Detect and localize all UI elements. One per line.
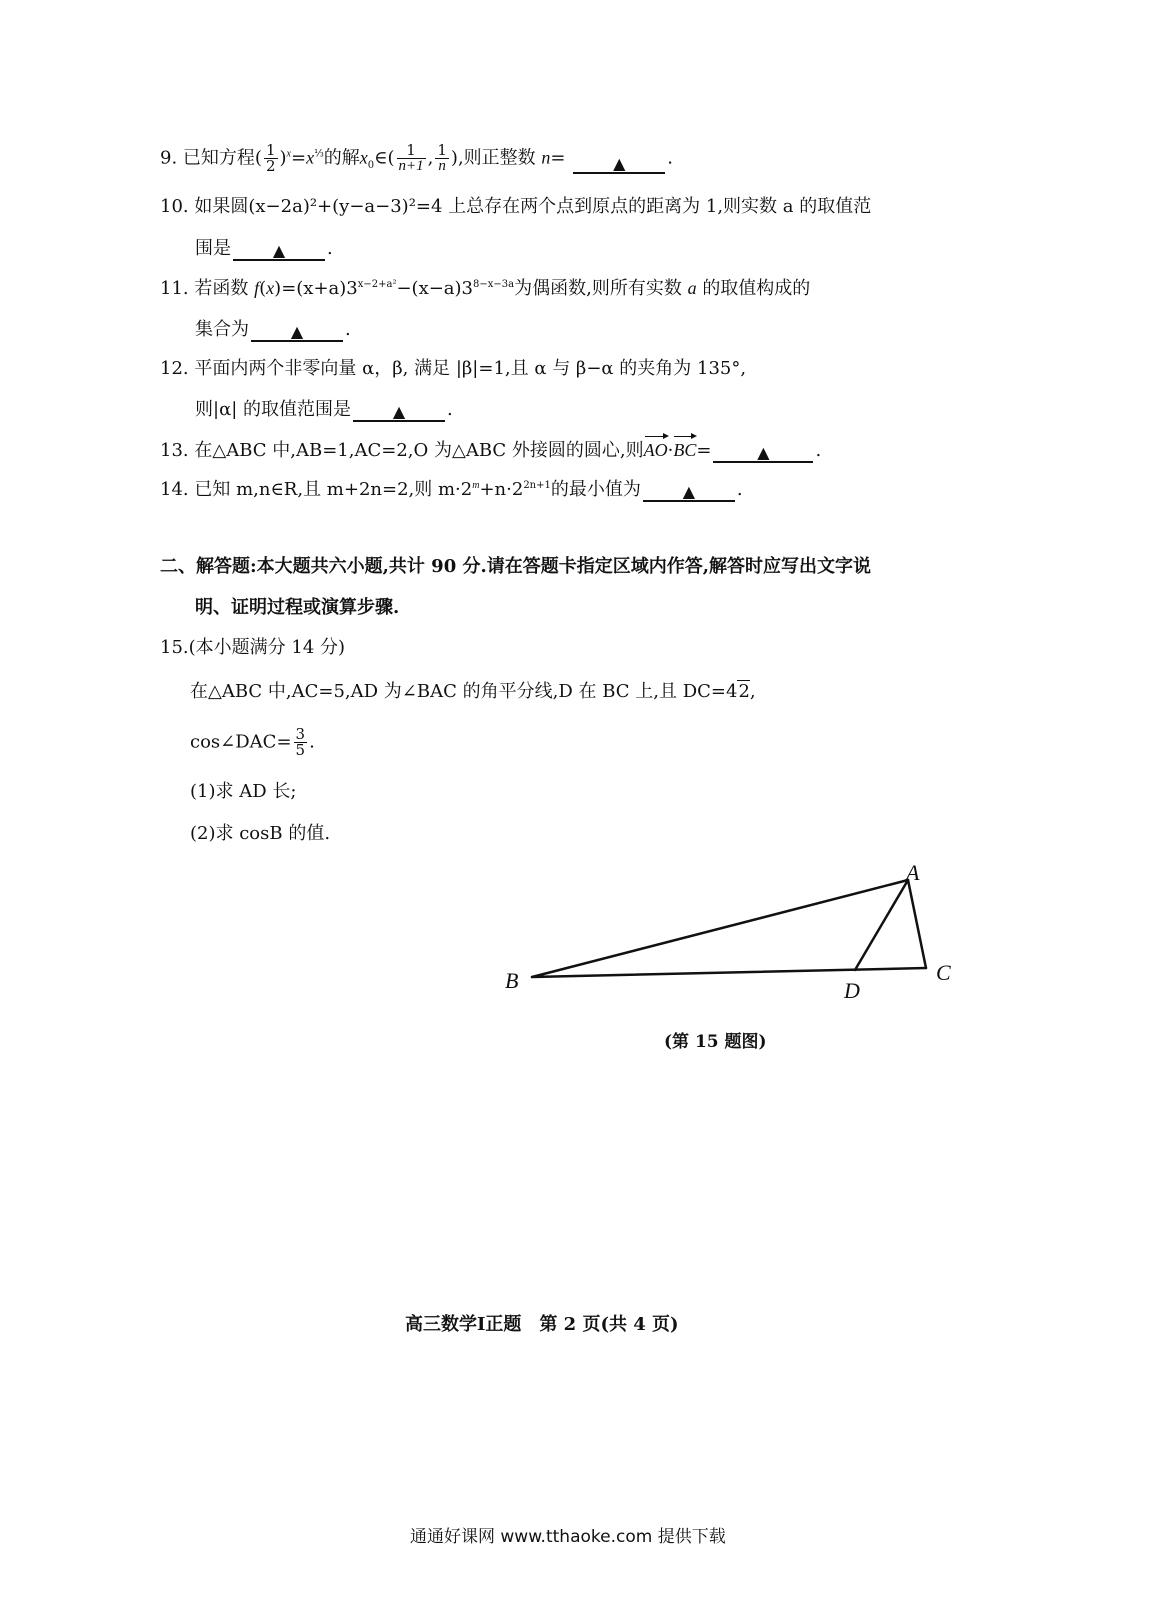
question-number: 10. (160, 196, 189, 217)
question-11-cont: 集合为 ▲ . (195, 319, 351, 341)
source-watermark: 通通好课网 www.tthaoke.com 提供下载 (410, 1527, 726, 1547)
question-13: 13. 在△ABC 中,AB=1,AC=2,O 为△ABC 外接圆的圆心,则AO·BC= ▲ . (160, 440, 822, 462)
question-number: 11. (160, 278, 189, 299)
segment-BA (532, 880, 908, 977)
segment-BC (532, 968, 926, 977)
fraction: $\frac{3}{5}$ (295, 725, 306, 759)
vector-AO: AO (643, 440, 668, 460)
vertex-label-C: C (936, 960, 951, 985)
question-15-cos: cos∠DAC= $\frac{3}{5}$ . (190, 725, 315, 759)
vertex-label-D: D (844, 978, 860, 1003)
section-heading-cont: 明、证明过程或演算步骤. (195, 597, 400, 618)
triangle-icon: ▲ (290, 322, 304, 341)
triangle-icon: ▲ (613, 154, 626, 173)
triangle-icon: ▲ (682, 482, 696, 501)
question-12-cont: 则|α| 的取值范围是 ▲ . (195, 399, 453, 421)
vector-BC: BC (673, 440, 697, 460)
figure-caption: (第 15 题图) (664, 1032, 767, 1052)
question-15-part-1: (1)求 AD 长; (190, 781, 297, 802)
question-number: 14. (160, 479, 189, 500)
triangle-icon: ▲ (392, 402, 406, 421)
question-9: 9. 已知方程( $\frac{1}{2}$ )$^x=x^{\frac{1}{3}}$的解$x_0\in$( $\frac{1}{n+1}$ , $\frac{1}{n}$ ),则正整数 n= ▲ . (160, 141, 673, 175)
question-number: 12. (160, 358, 189, 379)
section-heading: 二、解答题:本大题共六小题,共计 90 分.请在答题卡指定区域内作答,解答时应写出文字说 (160, 556, 872, 577)
sqrt: 2 (738, 681, 750, 702)
question-11: 11. 若函数 $f(x)=(x+a)3^{x-2+a^2}-(x-a)3^{8-x-3a}$为偶函数,则所有实数 a 的取值构成的 (160, 278, 811, 299)
question-10-cont: 围是 ▲ . (195, 238, 333, 260)
vertex-label-A: A (906, 860, 920, 885)
question-15-part-2: (2)求 cosB 的值. (190, 823, 331, 844)
vertex-label-B: B (505, 968, 519, 993)
question-14: 14. 已知 m,n∈R,且 m+2n=2,则 $m\cdot 2^m+n\cdot 2^{2n+1}$的最小值为 ▲ . (160, 479, 743, 501)
segment-AC (908, 880, 926, 968)
question-15-stem: 在△ABC 中,AC=5,AD 为∠BAC 的角平分线,D 在 BC 上,且 DC=42, (190, 681, 756, 702)
question-number: 9. (160, 147, 178, 169)
fraction: $\frac{1}{n}$ (437, 141, 447, 174)
fraction: $\frac{1}{2}$ (265, 141, 276, 175)
segment-AD (855, 880, 908, 970)
question-text: 如果圆(x−2a)²+(y−a−3)²=4 上总存在两个点到原点的距离为 1,则实数 a 的取值范 (194, 196, 872, 217)
question-15-header: 15.(本小题满分 14 分) (160, 637, 346, 658)
question-number: 13. (160, 440, 189, 461)
page-footer: 高三数学Ⅰ正题 第 2 页(共 4 页) (405, 1314, 679, 1335)
question-text: 平面内两个非零向量 α，β, 满足 |β|=1,且 α 与 β−α 的夹角为 135°, (194, 358, 747, 379)
fraction: $\frac{1}{n+1}$ (398, 141, 424, 174)
triangle-icon: ▲ (757, 443, 770, 462)
triangle-icon: ▲ (272, 241, 286, 260)
